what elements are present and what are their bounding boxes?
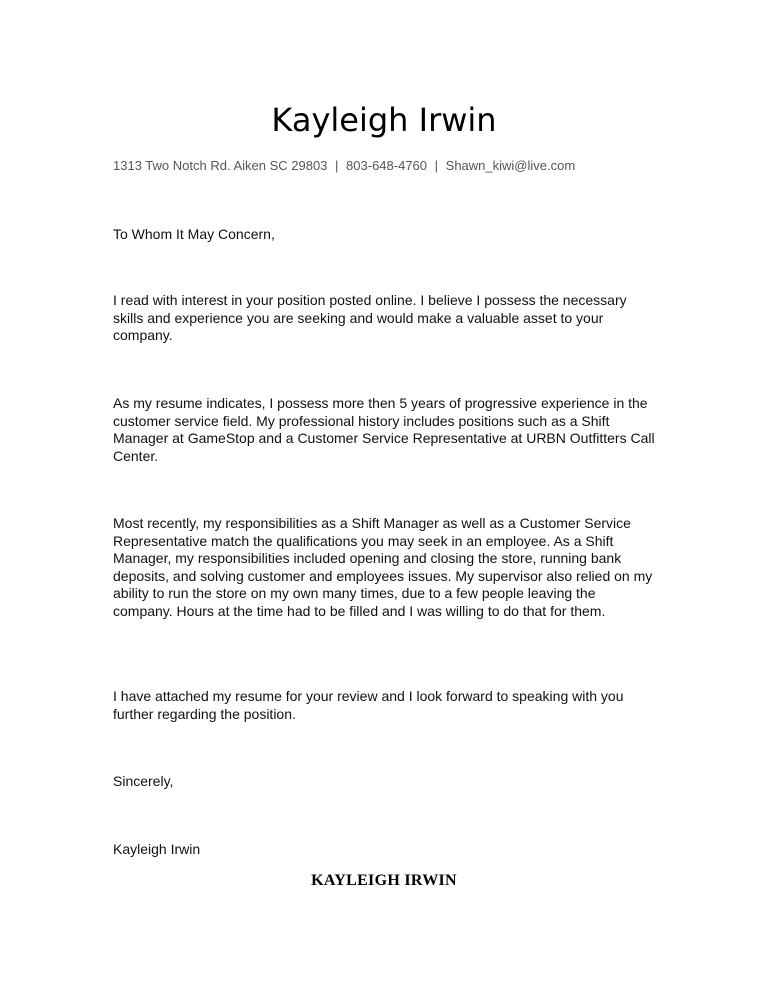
phone-text: 803-648-4760 [346,158,428,173]
contact-info-line [113,157,575,175]
signature-block: KAYLEIGH IRWIN [311,872,457,889]
salutation: To Whom It May Concern, [113,226,275,242]
email-text: Shawn_kiwi@live.com [445,158,576,173]
paragraph-closing: I have attached my resume for your review and I look forward to speaking with you further regarding the position. [113,688,624,722]
address-text: 1313 Two Notch Rd. Aiken SC 29803 [113,158,328,173]
paragraph-responsibilities: Most recently, my responsibilities as a Shift Manager as well as a Customer Service Representative match the qualifications you may seek in an employee. As a Shift Manager, my responsibilities included opening and closing the store, running bank deposits, and solving customer and employees issues. My supervisor also relied on my ability to run the store on my own many times, due to a few people leaving the company. Hours at the time had to be filled and I was willing to do that for them. [113,515,653,619]
separator: | [434,158,439,173]
applicant-name-heading: Kayleigh Irwin [271,101,497,139]
valediction: Sincerely, [113,773,174,789]
paragraph-experience: As my resume indicates, I possess more then 5 years of progressive experience in the customer service field. My professional history includes positions such as a Shift Manager at GameStop and a Customer Service Representative at URBN Outfitters Call Center. [113,395,655,464]
signer-name: Kayleigh Irwin [113,841,201,857]
separator: | [335,158,339,173]
paragraph-interest: I read with interest in your position posted online. I believe I possess the necessary skills and experience you are seeking and would make a valuable asset to your company. [113,292,627,343]
